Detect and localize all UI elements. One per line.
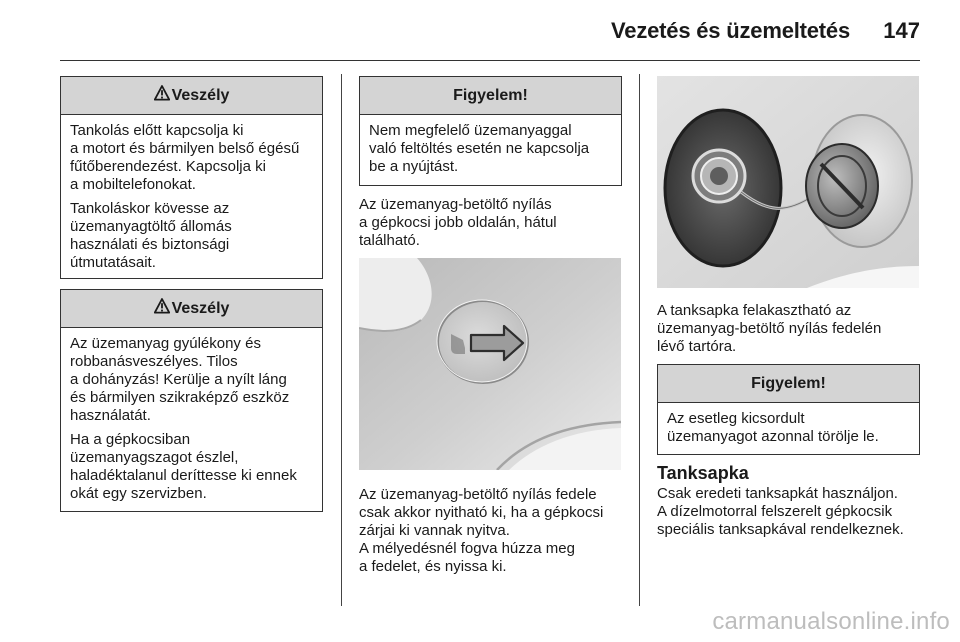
attention-box-body: Nem megfelelő üzemanyaggal való feltöltés esetén ne kapcsolja be a nyújtást. (369, 122, 590, 175)
page-number: 147 (883, 18, 920, 43)
section-title-tanksapka: Tanksapka (657, 463, 749, 483)
attention-box-1 (359, 76, 622, 186)
warning-triangle-icon (154, 85, 170, 106)
danger-box-title: Veszély (171, 299, 230, 317)
danger-box-header (61, 290, 322, 328)
danger-box-header (61, 77, 322, 115)
danger-box-title: Veszély (171, 86, 230, 104)
attention-box-title: Figyelem! (360, 77, 621, 115)
attention-box-2 (657, 364, 920, 455)
fuel-flap-closed-photo (359, 258, 621, 470)
warning-triangle-icon (154, 298, 170, 319)
danger-box-1 (60, 76, 323, 279)
section-body-tanksapka: Csak eredeti tanksapkát használjon. A dízelmotorral felszerelt gépkocsik speciális tanksapkával rendelkeznek. (657, 485, 904, 538)
page-title: Vezetés és üzemeltetés (611, 18, 850, 43)
danger-box-paragraph: Ha a gépkocsiban üzemanyagszagot észlel, haladéktalanul deríttesse ki ennek okát egy szervizben. (70, 431, 297, 502)
column-divider-left (341, 74, 342, 606)
danger-box-paragraph: Tankoláskor kövesse az üzemanyagtöltő állomás használati és biztonsági útmutatásait. (70, 200, 232, 271)
fuel-flap-location-text: Az üzemanyag-betöltő nyílás a gépkocsi jobb oldalán, hátul található. (359, 196, 557, 249)
column-divider-right (639, 74, 640, 606)
danger-box-2 (60, 289, 323, 512)
danger-box-paragraph: Tankolás előtt kapcsolja ki a motort és bármilyen belső égésű fűtőberendezést. Kapcsolja ki a mobiltelefonokat. (70, 122, 300, 193)
attention-box-title: Figyelem! (658, 365, 919, 403)
fuel-cap-holder-photo (657, 76, 919, 288)
fuel-cap-holder-text: A tanksapka felakasztható az üzemanyag-betöltő nyílás fedelén lévő tartóra. (657, 302, 882, 355)
danger-box-paragraph: Az üzemanyag gyúlékony és robbanásveszélyes. Tilos a dohányzás! Kerülje a nyílt láng és bármilyen szikraképző eszköz használatát. (70, 335, 290, 424)
attention-box-body: Az esetleg kicsordult üzemanyagot azonnal törölje le. (667, 410, 879, 445)
header-rule (60, 60, 920, 61)
fuel-flap-open-instructions: Az üzemanyag-betöltő nyílás fedele csak akkor nyitható ki, ha a gépkocsi zárjai ki vannak nyitva. A mélyedésnél fogva húzza meg a fedelet, és nyissa ki. (359, 486, 604, 575)
watermark: carmanualsonline.info (712, 608, 950, 635)
